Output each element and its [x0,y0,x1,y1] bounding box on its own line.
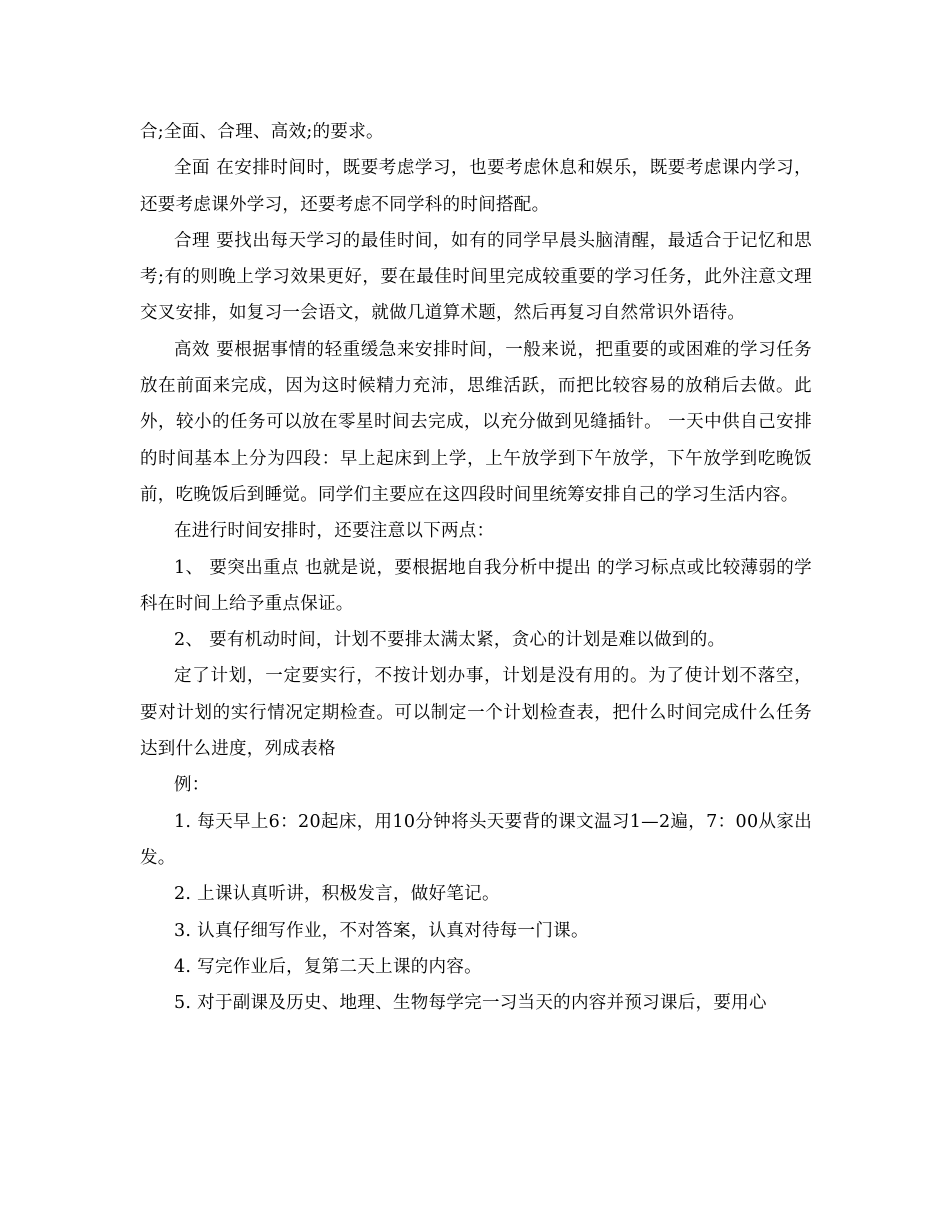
list-item: 1. 每天早上6：20起床，用10分钟将头天要背的课文温习1—2遍，7：00从家出发。 [140,811,812,868]
example-label: 例： [174,775,210,796]
list-item: 2. 上课认真听讲，积极发言，做好笔记。 [174,884,500,905]
paragraph: 合理 要找出每天学习的最佳时间，如有的同学早晨头脑清醒，最适合于记忆和思考;有的则晚上学习效果更好，要在最佳时间里完成较重要的学习任务，此外注意文理交叉安排，如复习一会语文，就做几道算术题，然后再复习自然常识外语待。 [140,230,812,324]
list-item: 5. 对于副课及历史、地理、生物每学完一习当天的内容并预习课后，要用心 [174,993,767,1014]
paragraph: 高效 要根据事情的轻重缓急来安排时间，一般来说，把重要的或困难的学习任务放在前面来完成，因为这时候精力充沛，思维活跃，而把比较容易的放稍后去做。此外，较小的任务可以放在零星时间去完成，以充分做到见缝插针。 一天中供自己安排的时间基本上分为四段：早上起床到上学，上午放学到下午放学，下午放学到吃晚饭前，吃晚饭后到睡觉。同学们主要应在这四段时间里统筹安排自己的学习生活内容。 [140,339,812,505]
list-item: 3. 认真仔细写作业，不对答案，认真对待每一门课。 [174,920,589,941]
paragraph: 在进行时间安排时，还要注意以下两点： [174,521,495,542]
list-item: 1、 要突出重点 也就是说，要根据地自我分析中提出 的学习标点或比较薄弱的学科在时间上给予重点保证。 [140,557,812,614]
list-item: 4. 写完作业后，复第二天上课的内容。 [174,956,482,977]
paragraph: 全面 在安排时间时，既要考虑学习，也要考虑休息和娱乐，既要考虑课内学习，还要考虑课外学习，还要考虑不同学科的时间搭配。 [140,158,812,215]
paragraph: 定了计划，一定要实行，不按计划办事，计划是没有用的。为了使计划不落空，要对计划的实行情况定期检查。可以制定一个计划检查表，把什么时间完成什么任务达到什么进度，列成表格 [140,666,812,760]
paragraph: 合;全面、合理、高效;的要求。 [140,122,384,142]
list-item: 2、 要有机动时间，计划不要排太满太紧，贪心的计划是难以做到的。 [174,630,726,651]
